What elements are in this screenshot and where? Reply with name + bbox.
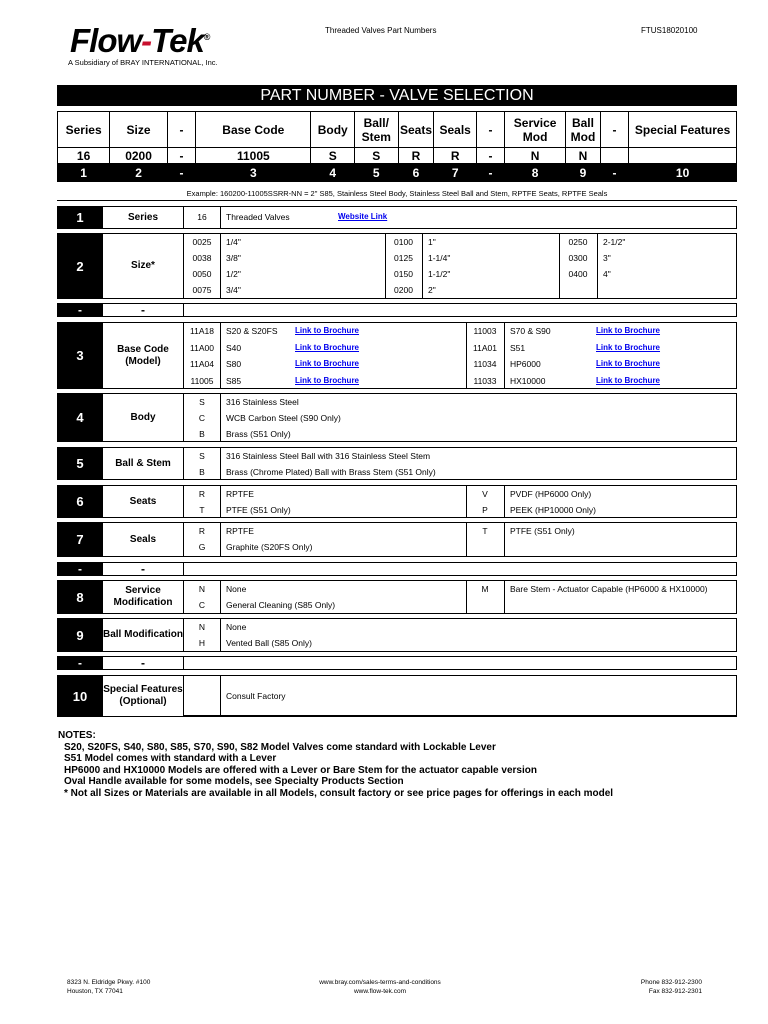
option-code: N — [198, 622, 206, 632]
section-number: 4 — [57, 393, 103, 442]
note-line: * Not all Sizes or Materials are available in all Models, consult factory or see price pages for offerings in each model — [64, 787, 614, 799]
notes-heading: NOTES: — [58, 730, 96, 741]
example-code: S — [355, 148, 399, 164]
example-code: 11005 — [196, 148, 311, 164]
brochure-link[interactable]: Link to Brochure — [596, 375, 661, 385]
position-number: 8 — [505, 164, 566, 182]
website-link[interactable]: Website Link — [338, 212, 388, 221]
option-description: HP6000 — [510, 359, 541, 369]
option-code: 0125 — [394, 253, 413, 263]
brochure-link[interactable]: Link to Brochure — [295, 326, 360, 335]
option-code: G — [198, 542, 206, 552]
option-description: 3/4" — [226, 285, 241, 295]
option-description: 4" — [603, 269, 611, 279]
section-ball-stem — [57, 447, 737, 480]
section-label: Seals — [103, 522, 184, 557]
option-code: 0150 — [394, 269, 413, 279]
option-code: 0400 — [568, 269, 588, 279]
column-header: Seals — [434, 112, 476, 148]
website-url[interactable]: www.flow-tek.com — [353, 988, 406, 995]
position-number: 3 — [196, 164, 311, 182]
section-seats — [57, 485, 737, 518]
option-description: 316 Stainless Steel — [226, 397, 299, 407]
footer-web — [290, 978, 470, 996]
logo-subtitle: A Subsidiary of BRAY INTERNATIONAL, Inc. — [68, 58, 218, 67]
note-line: S20, S20FS, S40, S80, S85, S70, S90, S82 Model Valves come standard with Lockable Lever — [64, 741, 496, 753]
option-code: B — [199, 429, 205, 439]
example-code: S — [311, 148, 355, 164]
section-number: 2 — [57, 233, 103, 299]
option-code: 11034 — [473, 359, 497, 369]
option-code: 11A18 — [190, 326, 214, 336]
option-description: 1-1/2" — [428, 269, 451, 279]
section-number: 1 — [57, 206, 103, 229]
section-label: Seats — [103, 485, 184, 518]
page-banner: PART NUMBER - VALVE SELECTION — [57, 85, 737, 106]
option-code: M — [481, 584, 489, 594]
option-code: 11A00 — [190, 342, 214, 353]
terms-link[interactable]: www.bray.com/sales-terms-and-conditions — [319, 979, 441, 986]
option-description: 2" — [428, 285, 436, 295]
section-label: Size* — [103, 233, 184, 299]
special-desc: Consult Factory — [226, 691, 286, 701]
column-header: Service Mod — [505, 112, 566, 148]
option-code: 0050 — [192, 269, 212, 279]
section-dash-1 — [57, 303, 737, 317]
option-code: 0300 — [568, 253, 588, 263]
position-number: - — [600, 164, 628, 182]
series-desc: Threaded Valves — [226, 212, 290, 222]
option-code: C — [198, 413, 206, 423]
column-header: Special Features — [629, 112, 737, 148]
option-code: 11A01 — [473, 342, 497, 353]
column-header: - — [476, 112, 504, 148]
footer-contact — [641, 978, 702, 996]
option-code: P — [482, 505, 488, 515]
option-code: 11A04 — [190, 359, 214, 369]
section-size — [57, 233, 737, 299]
address-line: Houston, TX 77041 — [67, 988, 123, 995]
section-seals — [57, 522, 737, 557]
dash-symbol: - — [103, 562, 184, 576]
position-number: 5 — [355, 164, 399, 182]
dash-symbol: - — [57, 562, 103, 576]
option-description: PVDF (HP6000 Only) — [510, 489, 592, 499]
option-description: PTFE (S51 Only) — [226, 505, 291, 515]
option-description: 1/4" — [226, 237, 241, 247]
option-description: S85 — [226, 375, 242, 386]
column-header: - — [167, 112, 195, 148]
option-description: RPTFE — [226, 526, 254, 536]
section-label: Body — [103, 393, 184, 442]
option-description: 2-1/2" — [603, 237, 626, 247]
column-header: Body — [311, 112, 355, 148]
option-description: 1/2" — [226, 269, 241, 279]
position-number: - — [476, 164, 504, 182]
section-label: Series — [103, 206, 184, 229]
position-number: 2 — [110, 164, 168, 182]
section-number: 7 — [57, 522, 103, 557]
brochure-link[interactable]: Link to Brochure — [596, 359, 661, 368]
dash-symbol: - — [57, 303, 103, 317]
brochure-link[interactable]: Link to Brochure — [596, 342, 661, 352]
position-number: 10 — [629, 164, 737, 182]
dash-symbol: - — [103, 656, 184, 670]
example-code: 16 — [58, 148, 110, 164]
column-header: Seats — [398, 112, 434, 148]
option-description: 3/8" — [226, 253, 241, 263]
example-code — [600, 148, 628, 164]
option-description: 1" — [428, 237, 436, 247]
section-number: 3 — [57, 322, 103, 389]
position-number: - — [167, 164, 195, 182]
column-header: Ball/ Stem — [355, 112, 399, 148]
option-code: C — [198, 600, 206, 610]
section-number: 10 — [57, 675, 103, 717]
part-number-grid — [57, 111, 737, 182]
dash-symbol: - — [103, 303, 184, 317]
column-header: - — [600, 112, 628, 148]
note-line: S51 Model comes with standard with a Lever — [64, 753, 277, 764]
column-header: Base Code — [196, 112, 311, 148]
column-header: Size — [110, 112, 168, 148]
option-code: B — [199, 467, 205, 477]
example-code: R — [434, 148, 476, 164]
example-code: - — [476, 148, 504, 164]
note-line: Oval Handle available for some models, see Specialty Products Section — [64, 776, 404, 787]
section-label: Ball Modification — [103, 618, 184, 652]
option-code: V — [482, 489, 488, 499]
option-description: None — [226, 584, 247, 594]
option-description: Brass (Chrome Plated) Ball with Brass Stem (S51 Only) — [226, 467, 436, 477]
option-code: 0038 — [192, 253, 212, 263]
option-code: 11033 — [473, 375, 497, 386]
section-base-code — [57, 322, 737, 389]
option-description: 1-1/4" — [428, 253, 451, 263]
option-code: 11005 — [190, 375, 214, 386]
option-description: S20 & S20FS — [226, 326, 278, 336]
section-number: 5 — [57, 447, 103, 480]
section-number: 8 — [57, 580, 103, 614]
option-description: S51 — [510, 342, 526, 353]
section-series — [57, 206, 737, 229]
example-code: - — [167, 148, 195, 164]
note-line: HP6000 and HX10000 Models are offered with a Lever or Bare Stem for the actuator capable version — [64, 764, 537, 776]
section-body — [57, 393, 737, 442]
series-code: 16 — [197, 212, 207, 222]
position-number: 6 — [398, 164, 434, 182]
option-code: R — [198, 489, 206, 499]
notes-block — [58, 730, 614, 799]
option-description: PEEK (HP10000 Only) — [510, 505, 596, 515]
document-title: Threaded Valves Part Numbers — [325, 26, 437, 35]
option-code: H — [198, 638, 206, 648]
option-code: S — [199, 397, 205, 407]
option-code: R — [198, 526, 206, 536]
example-text: Example: 160200-11005SSRR-NN = 2" S85, Stainless Steel Body, Stainless Steel Ball and Stem, RPTFE Seats, RPTFE Seals — [57, 187, 737, 201]
column-header: Ball Mod — [566, 112, 601, 148]
example-code: N — [505, 148, 566, 164]
example-code: 0200 — [110, 148, 168, 164]
option-code: 0100 — [394, 237, 413, 247]
section-label: Base Code (Model) — [103, 322, 184, 389]
option-code: 0025 — [192, 237, 212, 247]
section-dash-3 — [57, 656, 737, 670]
section-ball-modification — [57, 618, 737, 652]
option-description: Graphite (S20FS Only) — [226, 542, 313, 552]
option-description: 316 Stainless Steel Ball with 316 Stainless Steel Stem — [226, 451, 431, 461]
option-description: PTFE (S51 Only) — [510, 526, 575, 536]
option-description: S40 — [226, 342, 242, 353]
flowtek-logo: Flow-Tek® — [70, 22, 210, 59]
phone-number: Phone 832-912-2300 — [640, 979, 702, 986]
option-description: WCB Carbon Steel (S90 Only) — [226, 413, 341, 423]
option-description: General Cleaning (S85 Only) — [226, 600, 336, 610]
brochure-link[interactable]: Link to Brochure — [295, 359, 360, 368]
option-description: Bare Stem - Actuator Capable (HP6000 & HX10000) — [510, 584, 708, 594]
option-description: 3" — [603, 253, 611, 263]
option-code: S — [199, 451, 205, 461]
option-code: 0075 — [192, 285, 212, 295]
brochure-link[interactable]: Link to Brochure — [295, 375, 360, 385]
example-code: R — [398, 148, 434, 164]
option-code: N — [198, 584, 206, 594]
footer-address — [67, 978, 150, 996]
option-code: T — [482, 526, 488, 536]
section-service-modification — [57, 580, 737, 614]
section-number: 9 — [57, 618, 103, 652]
position-number: 9 — [566, 164, 601, 182]
option-description: Vented Ball (S85 Only) — [226, 638, 312, 648]
section-label: Service Modification — [103, 580, 184, 614]
fax-number: Fax 832-912-2301 — [648, 988, 702, 995]
section-dash-2 — [57, 562, 737, 576]
position-number: 1 — [58, 164, 110, 182]
option-description: RPTFE — [226, 489, 254, 499]
address-line: 8323 N. Eldridge Pkwy. #100 — [67, 979, 151, 986]
option-code: 0250 — [568, 237, 588, 247]
example-code: N — [566, 148, 601, 164]
position-number: 7 — [434, 164, 476, 182]
option-code: T — [199, 505, 205, 515]
brochure-link[interactable]: Link to Brochure — [596, 326, 661, 335]
option-description: Brass (S51 Only) — [226, 429, 291, 439]
option-description: S80 — [226, 359, 242, 369]
column-header: Series — [58, 112, 110, 148]
option-description: HX10000 — [510, 375, 546, 386]
option-description: S70 & S90 — [510, 326, 551, 336]
section-special-features — [57, 675, 737, 717]
document-code: FTUS18020100 — [641, 26, 698, 35]
option-description: None — [226, 622, 247, 632]
section-label: Ball & Stem — [103, 447, 184, 480]
example-code — [629, 148, 737, 164]
section-label: Special Features (Optional) — [103, 675, 184, 717]
brochure-link[interactable]: Link to Brochure — [295, 342, 360, 352]
option-code: 11003 — [473, 326, 497, 336]
dash-symbol: - — [57, 656, 103, 670]
option-code: 0200 — [394, 285, 413, 295]
position-number: 4 — [311, 164, 355, 182]
section-number: 6 — [57, 485, 103, 518]
